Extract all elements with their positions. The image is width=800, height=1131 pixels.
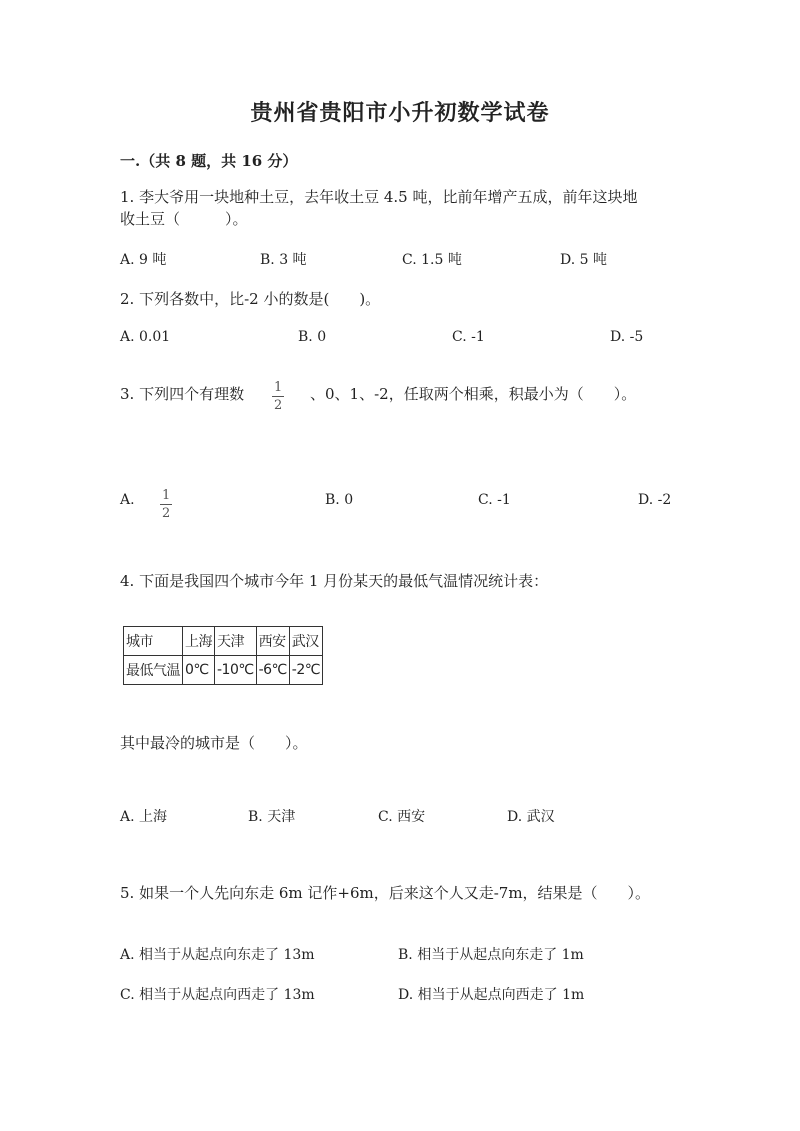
q1-option-b: B. 3 吨	[260, 252, 307, 268]
table-cell: -2℃	[289, 656, 322, 685]
table-cell: 城市	[124, 627, 183, 656]
table-cell: 西安	[256, 627, 289, 656]
q5-option-b: B. 相当于从起点向东走了 1m	[398, 947, 584, 963]
fraction-denominator: 2	[274, 398, 283, 413]
q4-option-d: D. 武汉	[507, 809, 555, 825]
q3-prefix: 3. 下列四个有理数	[120, 385, 245, 403]
q4-option-b: B. 天津	[248, 809, 296, 825]
q3-option-a-fraction	[160, 484, 172, 520]
q5-option-c: C. 相当于从起点向西走了 13m	[120, 987, 315, 1003]
q1-text-line2: 收土豆（ ）。	[120, 210, 248, 228]
q3-option-c: C. -1	[478, 492, 511, 508]
q3-option-d: D. -2	[638, 492, 672, 508]
fraction-numerator: 1	[274, 380, 283, 395]
table-cell: -10℃	[215, 656, 257, 685]
table-cell: 上海	[183, 627, 215, 656]
q4-text: 4. 下面是我国四个城市今年 1 月份某天的最低气温情况统计表：	[120, 572, 549, 590]
q1-option-d: D. 5 吨	[560, 252, 607, 268]
q3-option-b: B. 0	[325, 492, 354, 508]
q4-option-a: A. 上海	[120, 809, 168, 825]
q3-option-a-label: A.	[120, 492, 135, 508]
table-cell: 天津	[215, 627, 257, 656]
section-heading: 一.（共 8 题，共 16 分）	[120, 152, 298, 170]
q5-option-a: A. 相当于从起点向东走了 13m	[120, 947, 315, 963]
q2-option-a: A. 0.01	[120, 329, 171, 345]
page-title: 贵州省贵阳市小升初数学试卷	[250, 100, 550, 126]
q5-text: 5. 如果一个人先向东走 6m 记作+6m，后来这个人又走-7m，结果是（ ）。	[120, 884, 651, 902]
table-cell: 武汉	[289, 627, 322, 656]
q1-option-a: A. 9 吨	[120, 252, 167, 268]
table-cell: 0℃	[183, 656, 215, 685]
q3-fraction	[272, 376, 284, 412]
q2-text: 2. 下列各数中，比-2 小的数是( )。	[120, 290, 381, 308]
q2-option-d: D. -5	[610, 329, 644, 345]
fraction-denominator: 2	[162, 506, 171, 521]
temperature-table	[123, 626, 323, 685]
table-cell: 最低气温	[124, 656, 183, 685]
q5-option-d: D. 相当于从起点向西走了 1m	[398, 987, 585, 1003]
table-cell: -6℃	[256, 656, 289, 685]
q2-option-b: B. 0	[298, 329, 327, 345]
q2-option-c: C. -1	[452, 329, 485, 345]
q3-suffix: 、0、1、-2，任取两个相乘，积最小为（ ）。	[310, 385, 637, 403]
table-row	[124, 656, 323, 685]
q1-text-line1: 1. 李大爷用一块地种土豆，去年收土豆 4.5 吨，比前年增产五成，前年这块地	[120, 188, 638, 206]
q4-option-c: C. 西安	[378, 809, 426, 825]
table-row	[124, 627, 323, 656]
q4-question: 其中最冷的城市是（ ）。	[120, 734, 308, 752]
fraction-numerator: 1	[162, 488, 171, 503]
q1-option-c: C. 1.5 吨	[402, 252, 462, 268]
